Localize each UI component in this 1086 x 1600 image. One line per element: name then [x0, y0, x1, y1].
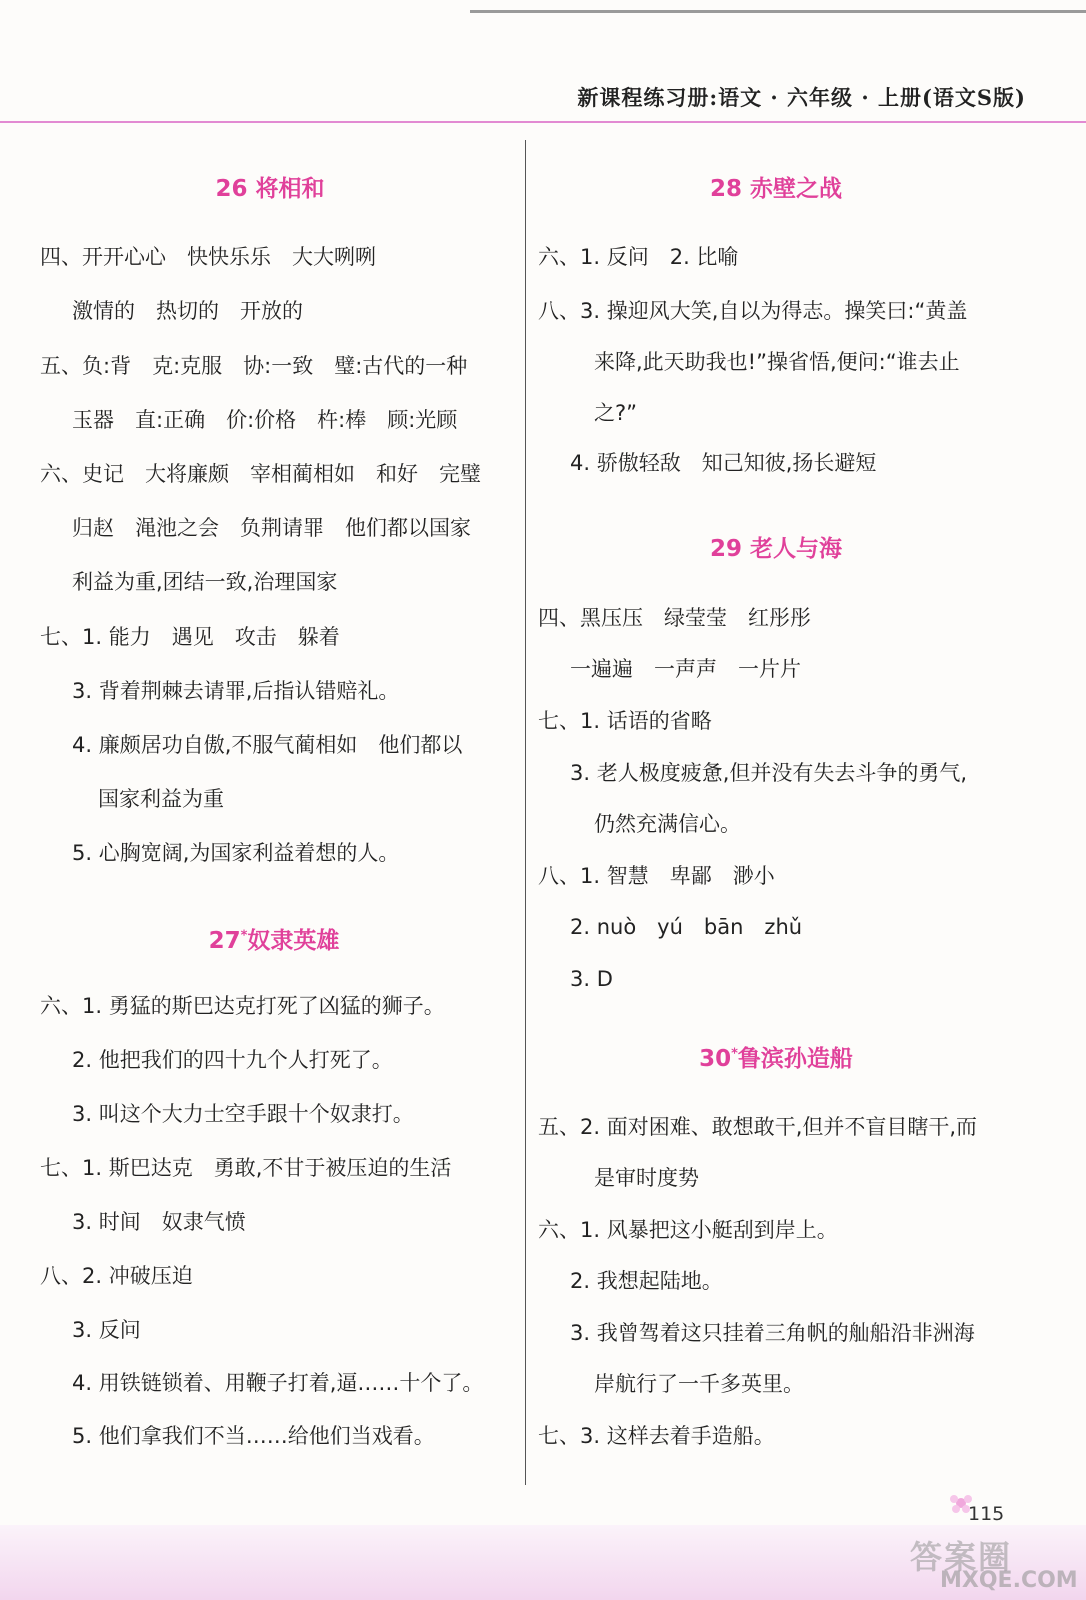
answer-line: 四、黑压压 绿莹莹 红彤彤: [538, 606, 811, 630]
answer-line: 四、开开心心 快快乐乐 大大咧咧: [40, 245, 376, 269]
answer-line: 六、1. 勇猛的斯巴达克打死了凶猛的狮子。: [40, 994, 445, 1018]
answer-line: 六、史记 大将廉颇 宰相蔺相如 和好 完璧: [40, 462, 481, 486]
watermark-url: MXQE.COM: [940, 1568, 1078, 1593]
answer-line: 八、2. 冲破压迫: [40, 1264, 193, 1288]
answer-line: 3. 叫这个大力士空手跟十个奴隶打。: [72, 1102, 414, 1126]
answer-line: 八、1. 智慧 卑鄙 渺小: [538, 864, 775, 888]
answer-line: 是审时度势: [594, 1166, 699, 1190]
watermark-logo: 答案圈: [910, 1538, 1013, 1576]
answer-line: 2. 我想起陆地。: [570, 1269, 723, 1293]
section-number: 30: [699, 1046, 732, 1072]
answer-line: 2. 他把我们的四十九个人打死了。: [72, 1048, 393, 1072]
page-number: 115: [968, 1503, 1005, 1525]
answer-line: 5. 他们拿我们不当……给他们当戏看。: [72, 1424, 435, 1448]
answer-line: 国家利益为重: [98, 787, 224, 811]
section-name: 奴隶英雄: [247, 928, 340, 954]
page-header: 新课程练习册:语文 · 六年级 · 上册(语文S版): [577, 85, 1026, 110]
answer-line: 3. 老人极度疲惫,但并没有失去斗争的勇气,: [570, 761, 968, 785]
answer-line: 玉器 直:正确 价:价格 杵:棒 顾:光顾: [72, 408, 458, 432]
answer-line: 岸航行了一千多英里。: [594, 1372, 804, 1396]
answer-line: 七、1. 斯巴达克 勇敢,不甘于被压迫的生活: [40, 1156, 452, 1180]
answer-line: 五、2. 面对困难、敢想敢干,但并不盲目瞎干,而: [538, 1115, 978, 1139]
answer-line: 七、1. 话语的省略: [538, 709, 712, 733]
section-number: 27: [208, 928, 241, 954]
answer-line: 来降,此天助我也!”操省悟,便问:“谁去止: [594, 350, 960, 374]
answer-line: 六、1. 风暴把这小艇刮到岸上。: [538, 1218, 838, 1242]
answer-line: 七、3. 这样去着手造船。: [538, 1424, 775, 1448]
answer-line: 七、1. 能力 遇见 攻击 躲着: [40, 625, 340, 649]
answer-line: 之?”: [594, 401, 638, 425]
column-divider: [525, 140, 526, 1485]
section-title-28: 28 赤壁之战: [709, 176, 843, 202]
section-title-29: 29 老人与海: [709, 536, 843, 562]
header-rule: [0, 121, 1086, 123]
answer-line: 4. 廉颇居功自傲,不服气蔺相如 他们都以: [72, 733, 463, 757]
section-title-30: [699, 1040, 853, 1073]
section-title-27: [209, 922, 340, 955]
section-title-26: 26 将相和: [215, 176, 325, 202]
answer-line: 4. 用铁链锁着、用鞭子打着,逼……十个了。: [72, 1371, 484, 1395]
answer-line: 5. 心胸宽阔,为国家利益着想的人。: [72, 841, 400, 865]
top-rule: [470, 10, 1086, 13]
answer-line: 归赵 渑池之会 负荆请罪 他们都以国家: [72, 516, 471, 540]
answer-line: 3. 背着荆棘去请罪,后指认错赔礼。: [72, 679, 400, 703]
answer-line: 仍然充满信心。: [594, 812, 741, 836]
answer-line: 利益为重,团结一致,治理国家: [72, 570, 338, 594]
answer-line: 3. D: [570, 967, 613, 991]
answer-line: 五、负:背 克:克服 协:一致 璧:古代的一种: [40, 354, 468, 378]
section-name: 鲁滨孙造船: [737, 1046, 853, 1072]
answer-line: 2. nuò yú bān zhǔ: [570, 915, 803, 939]
answer-line: 4. 骄傲轻敌 知己知彼,扬长避短: [570, 451, 877, 475]
answer-line: 激情的 热切的 开放的: [72, 299, 303, 323]
answer-line: 一遍遍 一声声 一片片: [570, 657, 801, 681]
optional-mark: *: [240, 928, 248, 944]
optional-mark: *: [731, 1046, 738, 1062]
answer-line: 3. 时间 奴隶气愤: [72, 1210, 246, 1234]
answer-line: 3. 反问: [72, 1318, 141, 1342]
answer-line: 六、1. 反问 2. 比喻: [538, 245, 739, 269]
answer-line: 八、3. 操迎风大笑,自以为得志。操笑曰:“黄盖: [538, 299, 968, 323]
answer-line: 3. 我曾驾着这只挂着三角帆的舢船沿非洲海: [570, 1321, 975, 1345]
